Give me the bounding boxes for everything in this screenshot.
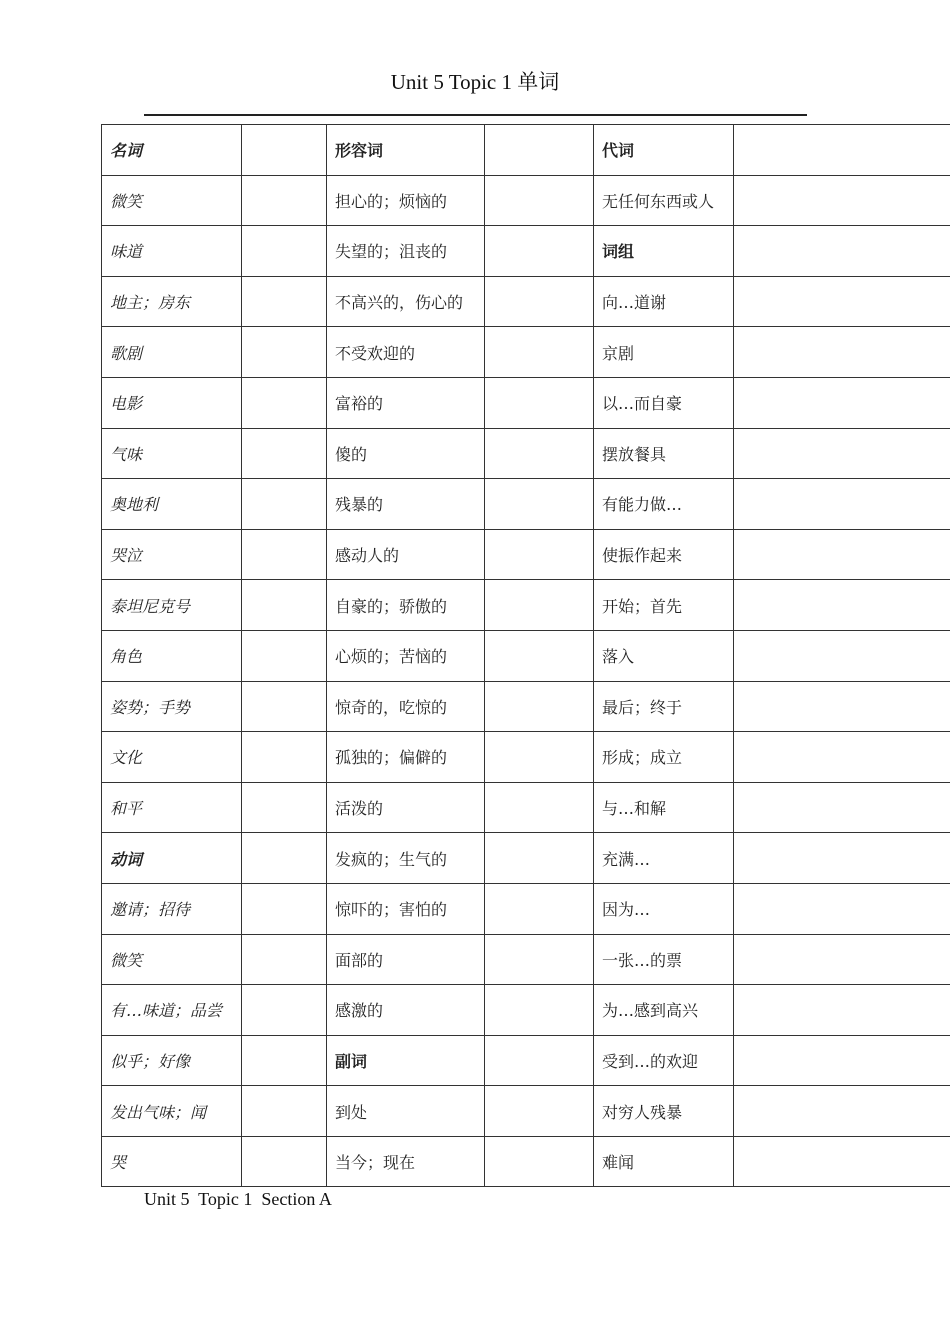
term-cell: 姿势；手势 xyxy=(102,681,242,732)
term-cell: 以…而自豪 xyxy=(594,377,734,428)
answer-cell xyxy=(242,125,327,176)
answer-cell xyxy=(734,276,950,327)
term-cell: 充满… xyxy=(594,833,734,884)
table-row xyxy=(102,226,950,277)
answer-cell xyxy=(734,377,950,428)
answer-cell xyxy=(485,985,594,1036)
term-cell: 使振作起来 xyxy=(594,529,734,580)
answer-cell xyxy=(734,529,950,580)
table-row xyxy=(102,125,950,176)
term-cell: 落入 xyxy=(594,630,734,681)
table-row xyxy=(102,175,950,226)
term-cell: 摆放餐具 xyxy=(594,428,734,479)
answer-cell xyxy=(485,428,594,479)
answer-cell xyxy=(734,1086,950,1137)
answer-cell xyxy=(242,1086,327,1137)
term-cell: 邀请；招待 xyxy=(102,883,242,934)
term-cell: 傻的 xyxy=(327,428,485,479)
term-cell: 开始；首先 xyxy=(594,580,734,631)
term-cell: 无任何东西或人 xyxy=(594,175,734,226)
vocabulary-table xyxy=(101,124,950,1187)
category-heading: 形容词 xyxy=(327,125,485,176)
answer-cell xyxy=(242,276,327,327)
answer-cell xyxy=(734,1035,950,1086)
term-cell: 泰坦尼克号 xyxy=(102,580,242,631)
term-cell: 心烦的；苦恼的 xyxy=(327,630,485,681)
answer-cell xyxy=(242,883,327,934)
answer-cell xyxy=(242,833,327,884)
term-cell: 京剧 xyxy=(594,327,734,378)
table-row xyxy=(102,428,950,479)
answer-cell xyxy=(242,377,327,428)
answer-cell xyxy=(485,276,594,327)
term-cell: 哭 xyxy=(102,1136,242,1187)
category-heading: 名词 xyxy=(102,125,242,176)
answer-cell xyxy=(485,1035,594,1086)
term-cell: 难闻 xyxy=(594,1136,734,1187)
table-row xyxy=(102,934,950,985)
table-row xyxy=(102,580,950,631)
answer-cell xyxy=(485,630,594,681)
table-row xyxy=(102,327,950,378)
term-cell: 最后；终于 xyxy=(594,681,734,732)
answer-cell xyxy=(734,934,950,985)
answer-cell xyxy=(242,175,327,226)
answer-cell xyxy=(485,125,594,176)
answer-cell xyxy=(734,630,950,681)
answer-cell xyxy=(485,883,594,934)
term-cell: 和平 xyxy=(102,782,242,833)
term-cell: 奥地利 xyxy=(102,479,242,530)
category-heading: 动词 xyxy=(102,833,242,884)
answer-cell xyxy=(242,985,327,1036)
term-cell: 有能力做… xyxy=(594,479,734,530)
table-row xyxy=(102,833,950,884)
answer-cell xyxy=(485,175,594,226)
term-cell: 文化 xyxy=(102,732,242,783)
term-cell: 气味 xyxy=(102,428,242,479)
term-cell: 发疯的；生气的 xyxy=(327,833,485,884)
term-cell: 味道 xyxy=(102,226,242,277)
term-cell: 不高兴的，伤心的 xyxy=(327,276,485,327)
answer-cell xyxy=(485,1136,594,1187)
answer-cell xyxy=(242,479,327,530)
answer-cell xyxy=(242,1136,327,1187)
answer-cell xyxy=(242,630,327,681)
answer-cell xyxy=(485,327,594,378)
answer-cell xyxy=(734,428,950,479)
table-row xyxy=(102,276,950,327)
term-cell: 哭泣 xyxy=(102,529,242,580)
term-cell: 因为… xyxy=(594,883,734,934)
term-cell: 发出气味；闻 xyxy=(102,1086,242,1137)
term-cell: 微笑 xyxy=(102,175,242,226)
term-cell: 惊吓的；害怕的 xyxy=(327,883,485,934)
table-row xyxy=(102,985,950,1036)
term-cell: 孤独的；偏僻的 xyxy=(327,732,485,783)
answer-cell xyxy=(485,681,594,732)
term-cell: 失望的；沮丧的 xyxy=(327,226,485,277)
answer-cell xyxy=(734,175,950,226)
answer-cell xyxy=(734,681,950,732)
answer-cell xyxy=(485,580,594,631)
vocabulary-table-body xyxy=(102,125,950,1187)
answer-cell xyxy=(734,985,950,1036)
answer-cell xyxy=(242,934,327,985)
answer-cell xyxy=(242,580,327,631)
term-cell: 有…味道；品尝 xyxy=(102,985,242,1036)
term-cell: 受到…的欢迎 xyxy=(594,1035,734,1086)
term-cell: 富裕的 xyxy=(327,377,485,428)
term-cell: 对穷人残暴 xyxy=(594,1086,734,1137)
term-cell: 面部的 xyxy=(327,934,485,985)
answer-cell xyxy=(485,479,594,530)
term-cell: 为…感到高兴 xyxy=(594,985,734,1036)
term-cell: 似乎；好像 xyxy=(102,1035,242,1086)
answer-cell xyxy=(734,732,950,783)
answer-cell xyxy=(734,125,950,176)
answer-cell xyxy=(242,1035,327,1086)
term-cell: 担心的；烦恼的 xyxy=(327,175,485,226)
answer-cell xyxy=(485,732,594,783)
term-cell: 自豪的；骄傲的 xyxy=(327,580,485,631)
answer-cell xyxy=(485,377,594,428)
term-cell: 微笑 xyxy=(102,934,242,985)
answer-cell xyxy=(734,226,950,277)
answer-cell xyxy=(485,782,594,833)
answer-cell xyxy=(242,732,327,783)
answer-cell xyxy=(734,883,950,934)
term-cell: 向…道谢 xyxy=(594,276,734,327)
table-row xyxy=(102,1035,950,1086)
answer-cell xyxy=(734,479,950,530)
term-cell: 形成；成立 xyxy=(594,732,734,783)
answer-cell xyxy=(242,681,327,732)
term-cell: 惊奇的，吃惊的 xyxy=(327,681,485,732)
answer-cell xyxy=(734,580,950,631)
answer-cell xyxy=(485,529,594,580)
term-cell: 地主；房东 xyxy=(102,276,242,327)
table-row xyxy=(102,681,950,732)
category-heading: 词组 xyxy=(594,226,734,277)
section-footer: Unit 5 Topic 1 Section A xyxy=(144,1189,332,1209)
table-row xyxy=(102,479,950,530)
answer-cell xyxy=(242,327,327,378)
answer-cell xyxy=(734,1136,950,1187)
table-row xyxy=(102,782,950,833)
term-cell: 与…和解 xyxy=(594,782,734,833)
term-cell: 当今；现在 xyxy=(327,1136,485,1187)
term-cell: 残暴的 xyxy=(327,479,485,530)
answer-cell xyxy=(734,833,950,884)
table-row xyxy=(102,732,950,783)
table-row xyxy=(102,883,950,934)
table-row xyxy=(102,1136,950,1187)
answer-cell xyxy=(242,226,327,277)
table-row xyxy=(102,630,950,681)
term-cell: 角色 xyxy=(102,630,242,681)
term-cell: 感激的 xyxy=(327,985,485,1036)
answer-cell xyxy=(485,1086,594,1137)
term-cell: 歌剧 xyxy=(102,327,242,378)
answer-cell xyxy=(734,327,950,378)
term-cell: 电影 xyxy=(102,377,242,428)
answer-cell xyxy=(734,782,950,833)
answer-cell xyxy=(242,428,327,479)
table-row xyxy=(102,377,950,428)
category-heading: 副词 xyxy=(327,1035,485,1086)
title-underline xyxy=(144,114,807,116)
table-row xyxy=(102,1086,950,1137)
page-title: Unit 5 Topic 1 单词 xyxy=(390,70,560,94)
term-cell: 不受欢迎的 xyxy=(327,327,485,378)
answer-cell xyxy=(485,934,594,985)
category-heading: 代词 xyxy=(594,125,734,176)
answer-cell xyxy=(485,226,594,277)
term-cell: 感动人的 xyxy=(327,529,485,580)
table-row xyxy=(102,529,950,580)
term-cell: 活泼的 xyxy=(327,782,485,833)
answer-cell xyxy=(242,782,327,833)
answer-cell xyxy=(242,529,327,580)
term-cell: 一张…的票 xyxy=(594,934,734,985)
term-cell: 到处 xyxy=(327,1086,485,1137)
answer-cell xyxy=(485,833,594,884)
